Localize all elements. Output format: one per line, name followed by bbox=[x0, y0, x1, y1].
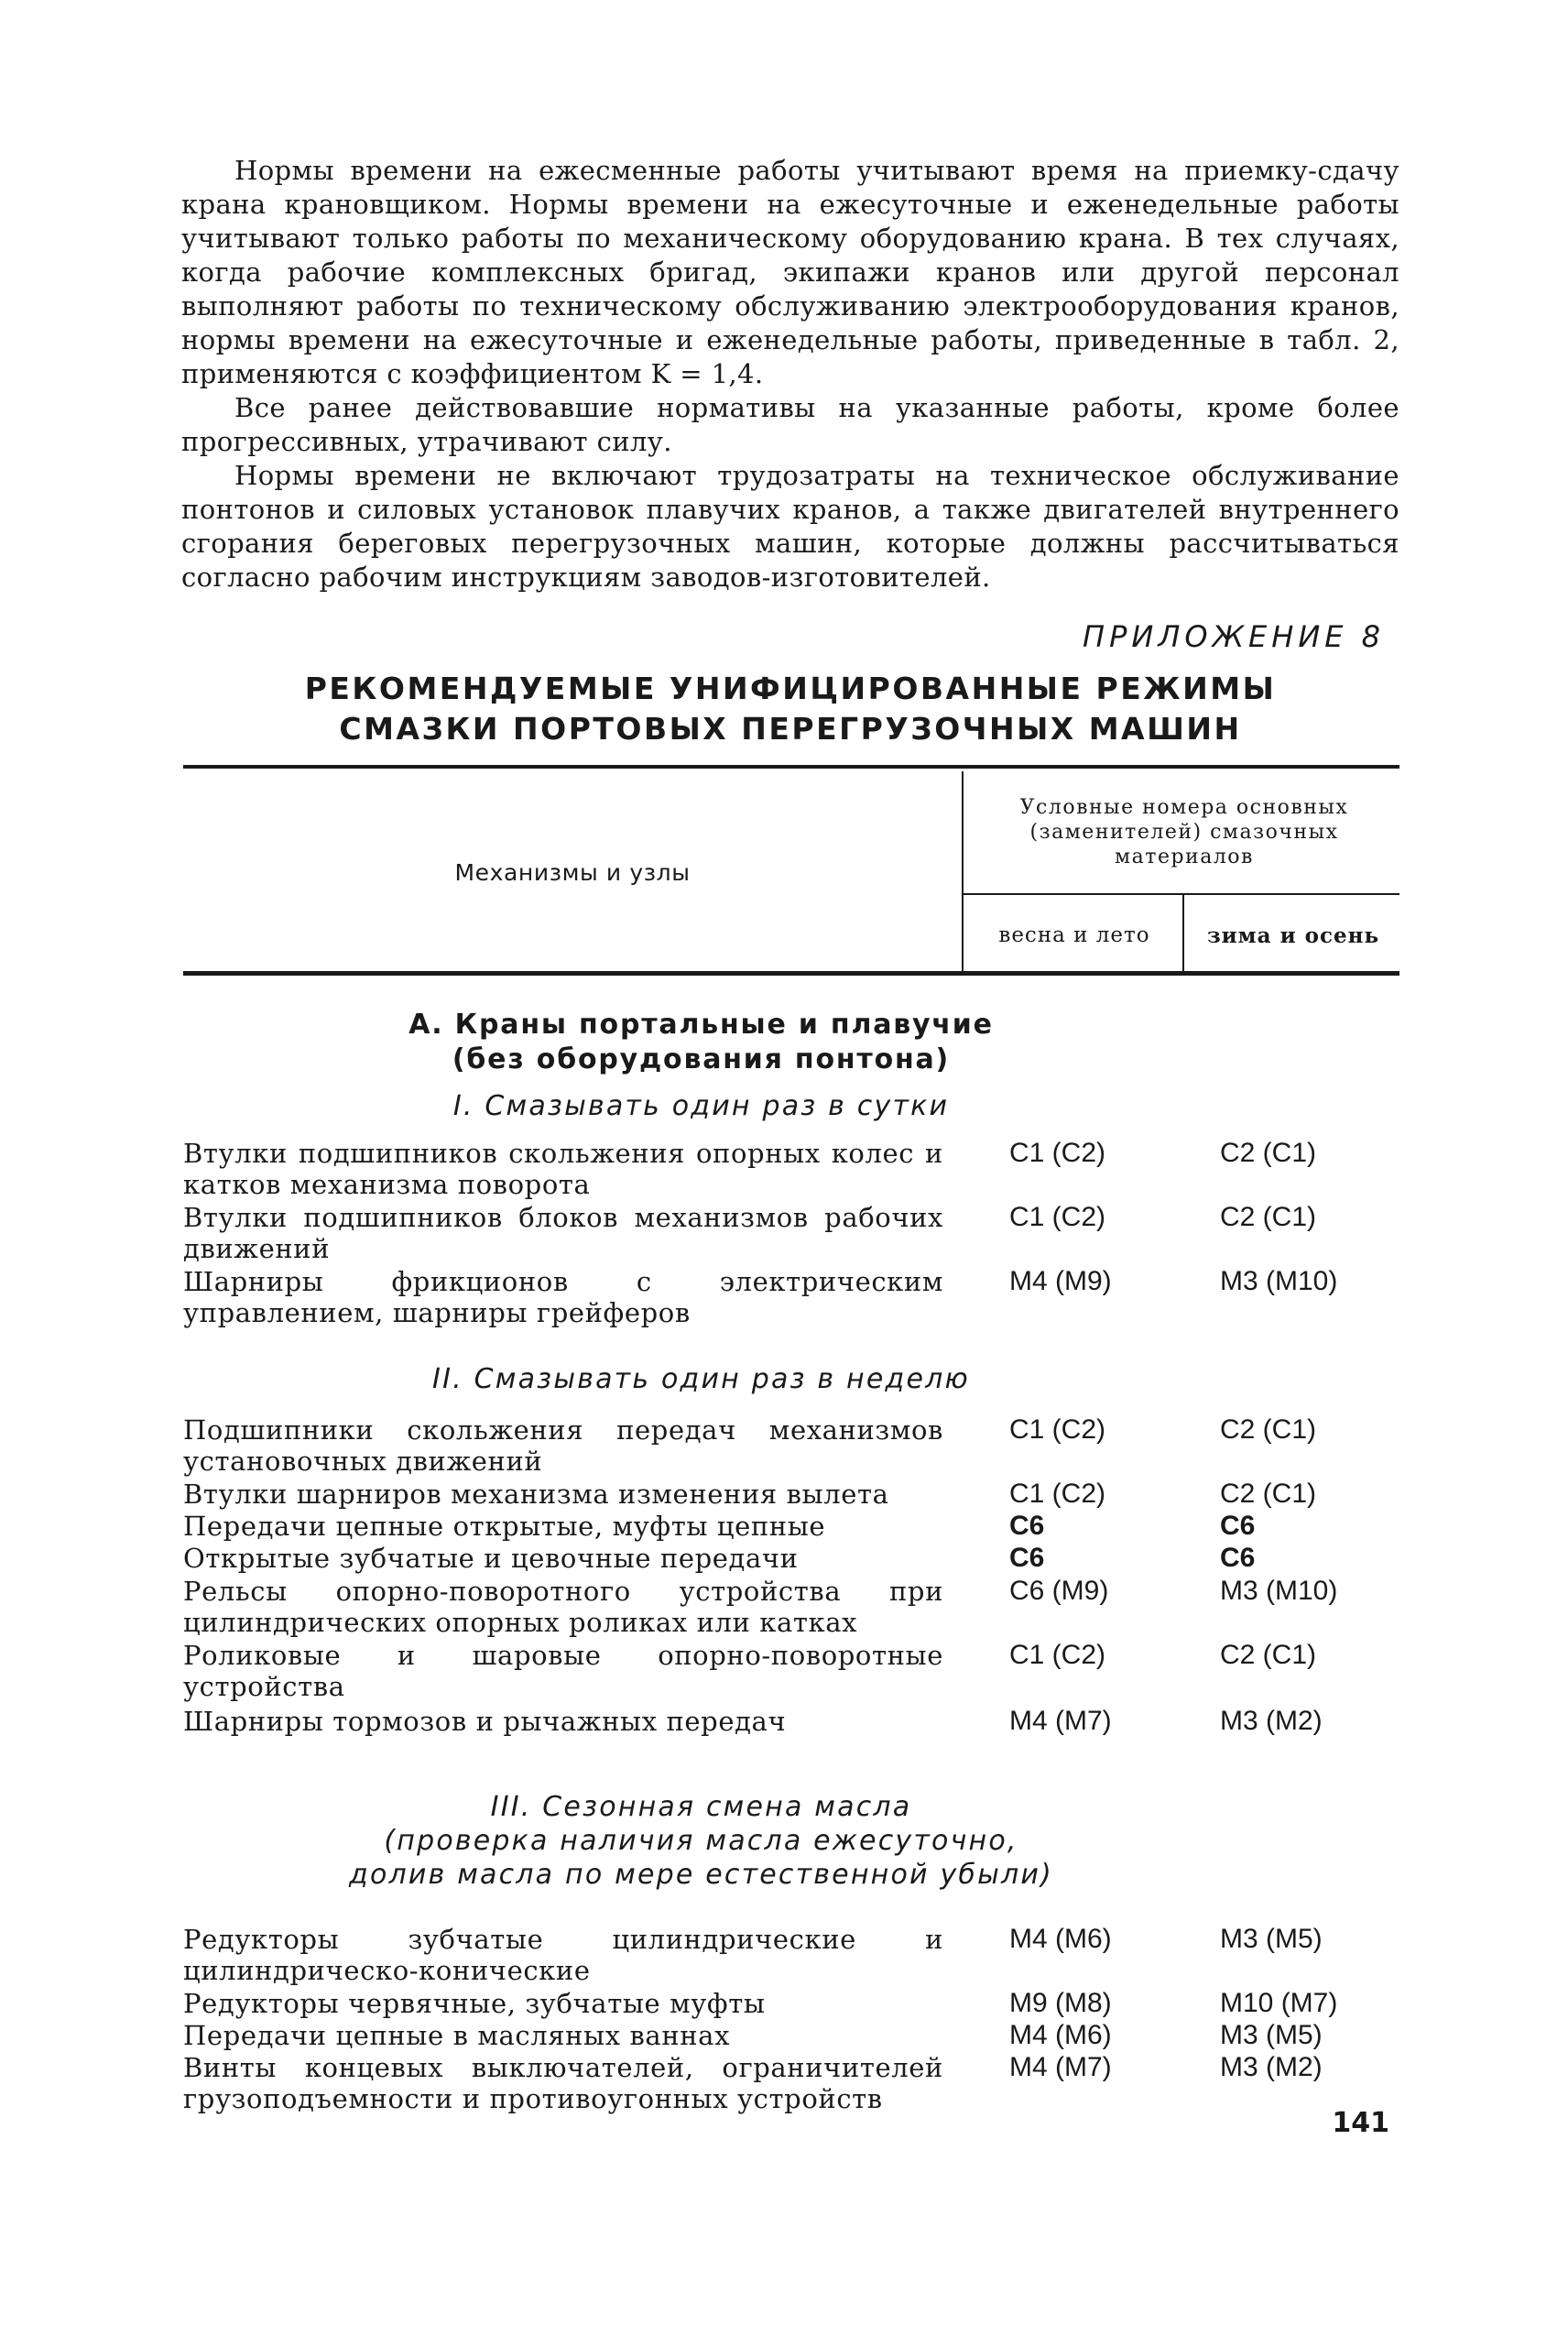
subsection-3-heading bbox=[181, 1790, 1399, 1892]
row-mechanism: Втулки подшипников блоков механизмов рабочих движений bbox=[183, 1202, 943, 1264]
table-top-rule bbox=[183, 765, 1399, 769]
subsection-3-line-3: долив масла по мере естественной убыли) bbox=[349, 1859, 1053, 1891]
row-mechanism: Шарниры фрикционов с электрическим управлением, шарниры грейферов bbox=[183, 1266, 943, 1328]
row-winter-autumn: М3 (М5) bbox=[1220, 2020, 1323, 2050]
table-header-bottom-rule bbox=[183, 971, 1399, 976]
subsection-3-line-2: (проверка наличия масла ежесуточно, bbox=[384, 1825, 1018, 1857]
title-line-2: СМАЗКИ ПОРТОВЫХ ПЕРЕГРУЗОЧНЫХ МАШИН bbox=[339, 711, 1242, 747]
row-mechanism: Передачи цепные открытые, муфты цепные bbox=[183, 1511, 826, 1542]
row-winter-autumn: М3 (М10) bbox=[1220, 1266, 1338, 1296]
row-spring-summer: М4 (М7) bbox=[1009, 1706, 1112, 1736]
section-a-line-2: (без оборудования понтона) bbox=[452, 1043, 951, 1075]
header-sub-rule bbox=[962, 893, 1399, 895]
row-mechanism: Шарниры тормозов и рычажных передач bbox=[183, 1706, 787, 1737]
row-winter-autumn: С2 (С1) bbox=[1220, 1640, 1317, 1670]
row-mechanism: Рельсы опорно-поворотного устройства при цилиндрических опорных роликах или катках bbox=[183, 1576, 943, 1638]
row-spring-summer: М4 (М7) bbox=[1009, 2052, 1112, 2082]
row-mechanism: Подшипники скольжения передач механизмов установочных движений bbox=[183, 1414, 943, 1477]
row-mechanism: Открытые зубчатые и цевочные передачи bbox=[183, 1543, 799, 1574]
row-winter-autumn: С2 (С1) bbox=[1220, 1138, 1317, 1168]
row-winter-autumn: С2 (С1) bbox=[1220, 1414, 1317, 1445]
row-winter-autumn: М3 (М2) bbox=[1220, 1706, 1323, 1736]
subsection-2-heading: II. Смазывать один раз в неделю bbox=[432, 1363, 970, 1395]
header-group-line-1: Условные номера основных bbox=[1019, 796, 1349, 819]
row-winter-autumn: С2 (С1) bbox=[1220, 1479, 1317, 1509]
row-mechanism: Передачи цепные в масляных ваннах bbox=[183, 2020, 731, 2051]
row-spring-summer: С1 (С2) bbox=[1009, 1640, 1106, 1670]
page-title bbox=[181, 669, 1399, 749]
row-spring-summer: С1 (С2) bbox=[1009, 1414, 1106, 1445]
header-group-line-2: (заменителей) смазочных bbox=[1029, 821, 1339, 844]
header-spring-summer: весна и лето bbox=[998, 923, 1150, 947]
header-mechanisms: Механизмы и узлы bbox=[454, 859, 691, 886]
row-mechanism: Винты концевых выключателей, ограничителей грузоподъемности и противоугонных устройств bbox=[183, 2052, 943, 2114]
page-number: 141 bbox=[1332, 2107, 1389, 2139]
header-lubricants-group bbox=[969, 795, 1399, 869]
row-spring-summer: С6 bbox=[1009, 1543, 1045, 1573]
row-winter-autumn: М10 (М7) bbox=[1220, 1988, 1338, 2018]
header-season-divider bbox=[1182, 895, 1184, 971]
row-spring-summer: М4 (М6) bbox=[1009, 1924, 1112, 1954]
row-mechanism: Втулки подшипников скольжения опорных колес и катков механизма поворота bbox=[183, 1138, 943, 1200]
title-line-1: РЕКОМЕНДУЕМЫЕ УНИФИЦИРОВАННЫЕ РЕЖИМЫ bbox=[304, 671, 1277, 706]
intro-paragraph-1: Нормы времени на ежесменные работы учитывают время на приемку-сдачу крана крановщиком. Нормы времени на ежесуточные и еженедельные работы учитывают только работы по механическому оборудованию крана. В тех случаях, когда рабочие комплексных бригад, экипажи кранов или другой персонал выполняют работы по техническому обслуживанию электрооборудования кранов, нормы времени на ежесуточные и еженедельные работы, приведенные в табл. 2, применяются с коэффициентом K = 1,4. bbox=[181, 155, 1399, 389]
header-group-line-3: материалов bbox=[1115, 846, 1254, 868]
row-winter-autumn: М3 (М5) bbox=[1220, 1924, 1323, 1954]
row-mechanism: Втулки шарниров механизма изменения вылета bbox=[183, 1479, 889, 1510]
row-spring-summer: С1 (С2) bbox=[1009, 1202, 1106, 1232]
row-winter-autumn: С6 bbox=[1220, 1543, 1256, 1573]
section-a-line-1: А. Краны портальные и плавучие bbox=[408, 1009, 994, 1041]
row-mechanism: Роликовые и шаровые опорно-поворотные устройства bbox=[183, 1640, 943, 1702]
row-winter-autumn: М3 (М2) bbox=[1220, 2052, 1323, 2082]
row-mechanism: Редукторы зубчатые цилиндрические и цилиндрическо-конические bbox=[183, 1924, 943, 1986]
intro-paragraph-2: Все ранее действовавшие нормативы на указанные работы, кроме более прогрессивных, утрачивают силу. bbox=[181, 392, 1399, 457]
row-winter-autumn: С2 (С1) bbox=[1220, 1202, 1317, 1232]
subsection-1-heading: I. Смазывать один раз в сутки bbox=[452, 1090, 950, 1122]
section-a-heading bbox=[181, 1008, 1399, 1077]
row-spring-summer: С1 (С2) bbox=[1009, 1479, 1106, 1509]
row-winter-autumn: С6 bbox=[1220, 1511, 1256, 1541]
header-winter-autumn: зима и осень bbox=[1206, 923, 1380, 948]
row-spring-summer: С6 (М9) bbox=[1009, 1576, 1109, 1606]
intro-text bbox=[181, 154, 1399, 595]
row-spring-summer: С1 (С2) bbox=[1009, 1138, 1106, 1168]
row-winter-autumn: М3 (М10) bbox=[1220, 1576, 1338, 1606]
appendix-label: ПРИЛОЖЕНИЕ 8 bbox=[1083, 619, 1385, 654]
header-vertical-divider bbox=[962, 771, 964, 971]
intro-paragraph-3: Нормы времени не включают трудозатраты на техническое обслуживание понтонов и силовых установок плавучих кранов, а также двигателей внутреннего сгорания береговых перегрузочных машин, которые должны рассчитываться согласно рабочим инструкциям заводов-изготовителей. bbox=[181, 460, 1399, 593]
subsection-3-line-1: III. Сезонная смена масла bbox=[490, 1791, 912, 1823]
row-spring-summer: М9 (М8) bbox=[1009, 1988, 1112, 2018]
row-spring-summer: М4 (М9) bbox=[1009, 1266, 1112, 1296]
row-mechanism: Редукторы червячные, зубчатые муфты bbox=[183, 1988, 766, 2019]
row-spring-summer: С6 bbox=[1009, 1511, 1045, 1541]
row-spring-summer: М4 (М6) bbox=[1009, 2020, 1112, 2050]
